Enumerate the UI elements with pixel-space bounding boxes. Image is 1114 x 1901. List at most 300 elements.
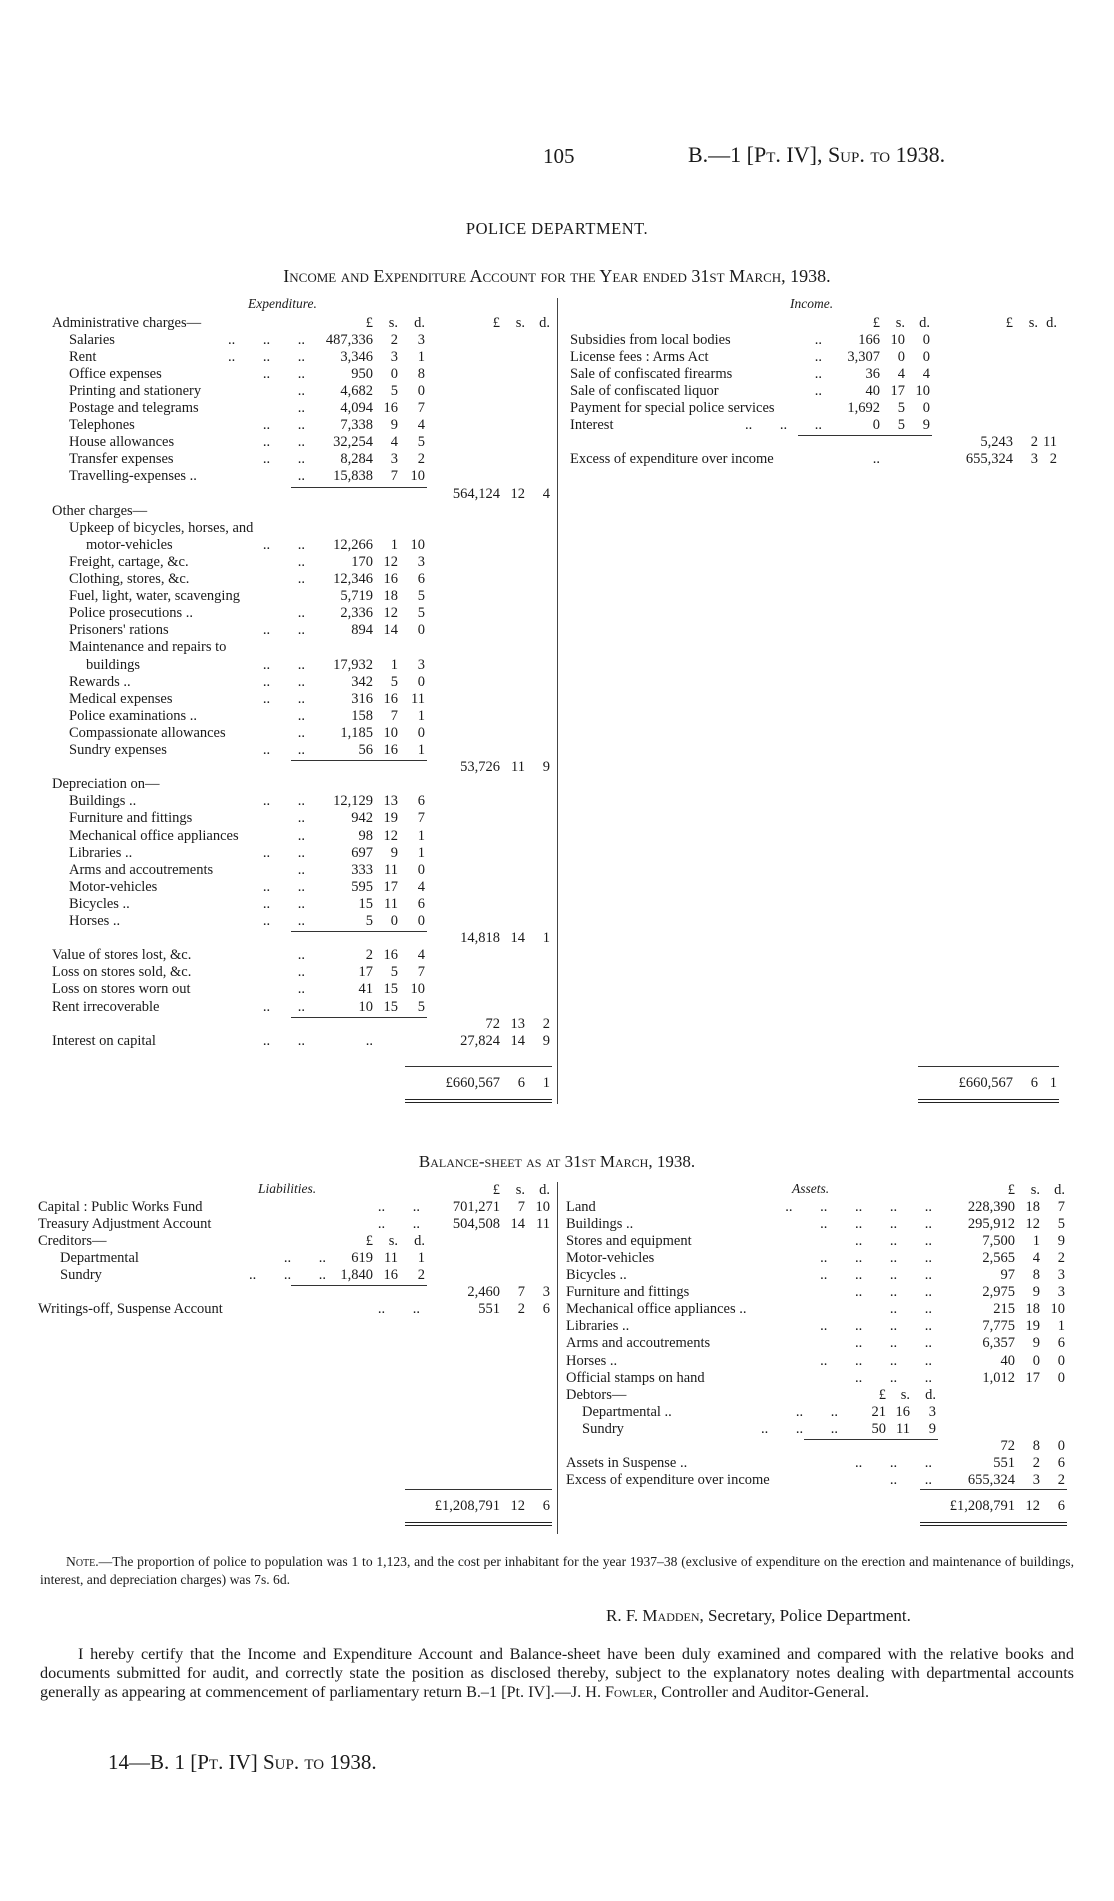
- leader-dots: .. ..: [377, 1301, 420, 1318]
- income-expenditure-title: Income and Expenditure Account for the Year ended 31st March, 1938.: [283, 266, 831, 286]
- leader-dots: ..: [297, 964, 305, 981]
- item-amount-pounds: 3,307: [847, 348, 880, 365]
- leader-dots: .. ..: [262, 1032, 305, 1049]
- row-label: Bicycles ..: [566, 1267, 627, 1283]
- total-amount-shillings: 7: [517, 1198, 525, 1215]
- total-amount-shillings: 7: [517, 1284, 525, 1301]
- item-amount-pence: 0: [417, 861, 425, 878]
- item-amount-shillings: 16: [383, 1267, 398, 1283]
- note-text: .—The proportion of police to population was 1 to 1,123, and the cost per inhabitant for the year 1937–38 (exclusive of expenditure on the erection and maintenance of buildings, interest, and depreciation charges) was 7s. 6d.: [40, 1554, 1074, 1587]
- leader-dots: ..: [297, 553, 305, 570]
- row-label: Payment for special police services: [570, 400, 775, 416]
- grand-total-pounds: £1,208,791: [949, 1497, 1015, 1514]
- total-amount-shillings: 18: [1025, 1301, 1040, 1318]
- leader-dots: ..: [297, 827, 305, 844]
- total-amount-pounds: 655,324: [967, 1472, 1015, 1489]
- total-amount-shillings: 11: [511, 759, 525, 776]
- item-amount-pence: 5: [417, 434, 425, 451]
- leader-dots: .. .. ..: [855, 1335, 932, 1352]
- item-amount-pence: 0: [417, 673, 425, 690]
- row-label: Freight, cartage, &c.: [69, 553, 189, 570]
- item-amount-shillings: 19: [383, 810, 398, 827]
- row-label: Assets in Suspense ..: [566, 1455, 688, 1472]
- item-amount-pence: 1: [417, 844, 425, 861]
- row-label: Motor-vehicles: [566, 1249, 655, 1266]
- total-amount-pence: 9: [542, 1032, 550, 1049]
- item-amount-pence: d.: [925, 1386, 936, 1403]
- item-amount-pounds: 17,932: [333, 656, 373, 673]
- item-amount-shillings: 13: [383, 793, 398, 810]
- item-amount-pence: 4: [417, 417, 425, 434]
- item-amount-pounds: 316: [351, 690, 373, 707]
- item-amount-pounds: 12,266: [333, 536, 373, 553]
- column-divider: [557, 298, 558, 1104]
- total-amount-pounds: 7,500: [982, 1232, 1015, 1249]
- item-amount-shillings: 11: [896, 1420, 910, 1437]
- item-amount-shillings: 16: [383, 947, 398, 964]
- row-label: Loss on stores worn out: [52, 981, 191, 998]
- item-amount-shillings: 18: [383, 588, 398, 605]
- item-amount-pounds: 21: [871, 1403, 886, 1420]
- row-label: Subsidies from local bodies: [570, 331, 731, 348]
- row-label: Excess of expenditure over income: [570, 451, 774, 468]
- row-label: Sundry: [60, 1267, 102, 1283]
- leader-dots: ..: [814, 331, 822, 348]
- item-amount-shillings: 2: [390, 331, 398, 348]
- grand-total-pence: 6: [1057, 1497, 1065, 1514]
- item-amount-pence: 9: [928, 1420, 936, 1437]
- item-amount-pounds: 4,094: [340, 400, 373, 416]
- leader-dots: ..: [814, 382, 822, 399]
- item-amount-pence: 6: [417, 793, 425, 810]
- leader-dots: ..: [297, 810, 305, 827]
- total-amount-shillings: 9: [1032, 1284, 1040, 1301]
- item-amount-shillings: 17: [383, 878, 398, 895]
- row-label: Departmental: [60, 1249, 139, 1266]
- row-label: Interest: [570, 417, 614, 434]
- leader-dots: .. ..: [377, 1198, 420, 1215]
- item-amount-pounds: 15: [358, 895, 373, 912]
- grand-total-rule: [918, 1066, 1059, 1067]
- item-amount-pounds: 697: [351, 844, 373, 861]
- total-amount-shillings: 8: [1032, 1267, 1040, 1283]
- item-amount-shillings: 17: [890, 382, 905, 399]
- auditor-title: , Controller and Auditor-General.: [653, 1683, 870, 1701]
- grand-total-pence: 1: [542, 1075, 550, 1092]
- total-amount-pence: d.: [1046, 314, 1057, 331]
- total-amount-pence: d.: [539, 314, 550, 331]
- leader-dots: .. .. .. ..: [820, 1215, 932, 1232]
- item-amount-pounds: £: [872, 314, 880, 331]
- item-amount-pence: 0: [417, 382, 425, 399]
- total-amount-shillings: 13: [510, 1015, 525, 1032]
- item-amount-pence: 6: [417, 571, 425, 587]
- row-label: Furniture and fittings: [566, 1284, 690, 1301]
- row-label: Police examinations ..: [69, 707, 198, 724]
- grand-total-rule: [920, 1489, 1067, 1490]
- row-label: Police prosecutions ..: [69, 605, 194, 622]
- item-amount-pounds: 170: [351, 553, 373, 570]
- total-amount-shillings: s.: [515, 314, 525, 331]
- row-label: Creditors—: [38, 1232, 107, 1249]
- grand-total-rule: [405, 1066, 552, 1067]
- total-amount-pence: 10: [535, 1198, 550, 1215]
- item-amount-pounds: 5: [365, 913, 373, 929]
- assets-heading: Assets.: [792, 1181, 830, 1196]
- item-amount-pounds: 1,840: [340, 1267, 373, 1283]
- leader-dots: .. .. .. ..: [820, 1352, 932, 1369]
- document-reference: B.—1 [Pt. IV], Sup. to 1938.: [688, 142, 946, 167]
- total-amount-pounds: 72: [1000, 1438, 1015, 1454]
- leader-dots: .. ..: [262, 998, 305, 1015]
- leader-dots: .. .. ..: [855, 1232, 932, 1249]
- item-amount-pence: 5: [417, 605, 425, 622]
- item-amount-shillings: 9: [390, 844, 398, 861]
- grand-total-shillings: 12: [510, 1497, 525, 1514]
- total-amount-pence: 3: [542, 1284, 550, 1301]
- row-label: Sundry: [582, 1420, 624, 1437]
- total-amount-pounds: 2,565: [982, 1249, 1015, 1266]
- item-amount-pounds: 40: [865, 382, 880, 399]
- total-amount-pounds: £: [492, 314, 500, 331]
- item-amount-pence: 3: [417, 553, 425, 570]
- leader-dots: .. .. .. .. ..: [785, 1198, 932, 1215]
- item-amount-pence: 8: [417, 365, 425, 382]
- row-label: Value of stores lost, &c.: [52, 947, 192, 964]
- row-label: Clothing, stores, &c.: [69, 571, 190, 587]
- item-amount-pounds: 166: [858, 331, 880, 348]
- page-number: 105: [543, 144, 575, 168]
- total-amount-pence: 2: [1049, 451, 1057, 468]
- item-amount-pence: 10: [410, 468, 425, 485]
- subtotal-rule: [291, 760, 427, 761]
- balance-divider: [557, 1182, 558, 1534]
- leader-dots: .. .. ..: [855, 1455, 932, 1472]
- item-amount-shillings: 15: [383, 998, 398, 1015]
- item-amount-shillings: 5: [390, 382, 398, 399]
- item-amount-shillings: 12: [383, 827, 398, 844]
- subtotal-rule: [804, 1439, 938, 1440]
- leader-dots: .. ..: [377, 1215, 420, 1232]
- item-amount-pence: 1: [417, 1249, 425, 1266]
- row-label: Postage and telegrams: [69, 400, 199, 416]
- item-amount-pence: d.: [414, 314, 425, 331]
- total-amount-pence: 9: [542, 759, 550, 776]
- leader-dots: ..: [297, 981, 305, 998]
- item-amount-shillings: 0: [390, 365, 398, 382]
- grand-total-double-rule: [405, 1522, 552, 1526]
- item-amount-pounds: 619: [351, 1249, 373, 1266]
- total-amount-shillings: s.: [1028, 314, 1038, 331]
- item-amount-pence: 5: [417, 998, 425, 1015]
- row-label: Maintenance and repairs to: [69, 639, 227, 656]
- leader-dots: .. ..: [262, 793, 305, 810]
- row-label: Mechanical office appliances ..: [566, 1301, 747, 1318]
- item-amount-shillings: 7: [390, 707, 398, 724]
- item-amount-shillings: 16: [383, 690, 398, 707]
- item-amount-pence: d.: [414, 1232, 425, 1249]
- row-label: Prisoners' rations: [69, 622, 169, 639]
- total-amount-pence: 0: [1057, 1369, 1065, 1386]
- item-amount-pounds: 50: [871, 1420, 886, 1437]
- total-amount-pence: 10: [1050, 1301, 1065, 1318]
- leader-dots: .. ..: [889, 1472, 932, 1489]
- item-amount-shillings: 5: [897, 417, 905, 434]
- grand-total-shillings: 6: [1030, 1075, 1038, 1092]
- row-label: Fuel, light, water, scavenging: [69, 588, 240, 605]
- row-label: Compassionate allowances: [69, 724, 226, 741]
- item-amount-shillings: s.: [388, 314, 398, 331]
- item-amount-pence: 1: [417, 707, 425, 724]
- row-label: Land: [566, 1198, 596, 1215]
- total-amount-shillings: 2: [1030, 434, 1038, 451]
- total-amount-pounds: 6,357: [982, 1335, 1015, 1352]
- item-amount-pence: 0: [922, 331, 930, 348]
- leader-dots: .. ..: [262, 895, 305, 912]
- item-amount-shillings: 11: [384, 895, 398, 912]
- row-label: motor-vehicles: [86, 536, 173, 553]
- leader-dots: .. ..: [795, 1403, 838, 1420]
- total-amount-pence: 1: [542, 930, 550, 947]
- item-amount-pounds: 3,346: [340, 348, 373, 365]
- total-amount-pounds: 97: [1000, 1267, 1015, 1283]
- total-amount-pence: d.: [539, 1181, 550, 1198]
- total-amount-shillings: 1: [1032, 1232, 1040, 1249]
- item-amount-pounds: 4,682: [340, 382, 373, 399]
- leader-dots: .. ..: [262, 844, 305, 861]
- row-label: Excess of expenditure over income: [566, 1472, 770, 1489]
- item-amount-shillings: 15: [383, 981, 398, 998]
- total-amount-pence: 6: [1057, 1335, 1065, 1352]
- row-label: Rewards ..: [69, 673, 131, 690]
- total-amount-pounds: 215: [993, 1301, 1015, 1318]
- total-amount-pounds: £: [492, 1181, 500, 1198]
- row-label: Salaries: [69, 331, 115, 348]
- row-label: Sale of confiscated firearms: [570, 365, 733, 382]
- item-amount-shillings: 4: [897, 365, 905, 382]
- row-label: Sale of confiscated liquor: [570, 382, 719, 399]
- total-amount-pounds: 2,975: [982, 1284, 1015, 1301]
- item-amount-pounds: 36: [865, 365, 880, 382]
- auditor-name: J. H. Fowler: [570, 1683, 654, 1701]
- total-amount-pence: 2: [542, 1015, 550, 1032]
- total-amount-shillings: 9: [1032, 1335, 1040, 1352]
- row-label: Administrative charges—: [52, 314, 202, 331]
- total-amount-shillings: 14: [510, 930, 525, 947]
- row-label: Horses ..: [69, 913, 121, 929]
- grand-total-shillings: 12: [1025, 1497, 1040, 1514]
- total-amount-shillings: 14: [510, 1032, 525, 1049]
- row-label: Upkeep of bicycles, horses, and: [69, 519, 254, 536]
- total-amount-pounds: 53,726: [460, 759, 500, 776]
- item-amount-shillings: 5: [897, 400, 905, 416]
- item-amount-pence: 0: [417, 724, 425, 741]
- item-amount-shillings: 12: [383, 553, 398, 570]
- item-amount-shillings: 16: [895, 1403, 910, 1420]
- item-amount-pounds: 5,719: [340, 588, 373, 605]
- item-amount-shillings: 16: [383, 400, 398, 416]
- leader-dots: ..: [297, 707, 305, 724]
- leader-dots: .. .. ..: [855, 1369, 932, 1386]
- leader-dots: ..: [814, 365, 822, 382]
- item-amount-pence: 7: [417, 400, 425, 416]
- item-amount-shillings: 7: [390, 468, 398, 485]
- certificate-text: I hereby certify that the Income and Expenditure Account and Balance-sheet have been duly examined and compared with the relative books and documents submitted for audit, and correctly state the position as disclosed thereby, subject to the explanatory notes dealing with departmental accounts generally as appearing at commencement of parliamentary return B.–1 [Pt. IV].—: [40, 1645, 1074, 1701]
- item-amount-pence: 4: [417, 878, 425, 895]
- total-amount-shillings: s.: [1030, 1181, 1040, 1198]
- row-label: Arms and accoutrements: [69, 861, 214, 878]
- row-label: Transfer expenses: [69, 451, 174, 468]
- item-amount-pounds: 942: [351, 810, 373, 827]
- item-amount-shillings: 16: [383, 742, 398, 758]
- leader-dots: ..: [297, 571, 305, 587]
- row-label: Libraries ..: [69, 844, 133, 861]
- item-amount-pence: 3: [417, 656, 425, 673]
- total-amount-pounds: 27,824: [460, 1032, 500, 1049]
- row-label: Rent irrecoverable: [52, 998, 160, 1015]
- total-amount-pounds: 551: [478, 1301, 500, 1318]
- item-amount-shillings: 0: [897, 348, 905, 365]
- total-amount-pence: 5: [1057, 1215, 1065, 1232]
- total-amount-pounds: 7,775: [982, 1318, 1015, 1335]
- item-amount-pence: 11: [411, 690, 425, 707]
- subtotal-rule: [291, 1285, 427, 1286]
- leader-dots: .. .. .. ..: [820, 1267, 932, 1283]
- row-label: Sundry expenses: [69, 742, 167, 758]
- leader-dots: .. ..: [262, 434, 305, 451]
- leader-dots: .. ..: [262, 656, 305, 673]
- leader-dots: ..: [297, 724, 305, 741]
- total-amount-pence: 2: [1057, 1249, 1065, 1266]
- row-label: House allowances: [69, 434, 175, 451]
- grand-total-double-rule: [920, 1522, 1067, 1526]
- row-label: Bicycles ..: [69, 895, 130, 912]
- leader-dots: .. .. ..: [228, 348, 305, 365]
- row-label: Other charges—: [52, 502, 148, 519]
- grand-total-pounds: £660,567: [445, 1075, 500, 1092]
- liabilities-heading: Liabilities.: [258, 1181, 317, 1196]
- item-amount-shillings: 11: [384, 861, 398, 878]
- total-amount-pounds: 14,818: [460, 930, 500, 947]
- total-amount-pounds: 551: [993, 1455, 1015, 1472]
- total-amount-shillings: 19: [1025, 1318, 1040, 1335]
- total-amount-pence: 0: [1057, 1438, 1065, 1454]
- item-amount-pence: 2: [417, 451, 425, 468]
- row-label: Writings-off, Suspense Account: [38, 1301, 223, 1318]
- row-label: Printing and stationery: [69, 382, 202, 399]
- total-amount-shillings: 4: [1032, 1249, 1040, 1266]
- row-label: Medical expenses: [69, 690, 173, 707]
- item-amount-pounds: 1,692: [847, 400, 880, 416]
- total-amount-pence: 3: [1057, 1267, 1065, 1283]
- item-amount-shillings: 10: [383, 724, 398, 741]
- item-amount-shillings: 1: [390, 656, 398, 673]
- total-amount-pounds: 2,460: [467, 1284, 500, 1301]
- item-amount-pence: 10: [915, 382, 930, 399]
- total-amount-shillings: 3: [1032, 1472, 1040, 1489]
- item-amount-pounds: ..: [365, 1032, 373, 1049]
- row-label: Rent: [69, 348, 97, 365]
- leader-dots: ..: [297, 947, 305, 964]
- grand-total-rule: [405, 1489, 552, 1490]
- grand-total-pounds: £1,208,791: [434, 1497, 500, 1514]
- item-amount-pounds: 17: [358, 964, 373, 981]
- item-amount-pence: 0: [922, 400, 930, 416]
- audit-certificate: [40, 1645, 1074, 1702]
- note-paragraph: [40, 1553, 1074, 1589]
- leader-dots: .. .. ..: [249, 1267, 326, 1283]
- total-amount-pence: 6: [542, 1301, 550, 1318]
- item-amount-shillings: 10: [890, 331, 905, 348]
- row-label: Motor-vehicles: [69, 878, 158, 895]
- item-amount-pounds: 595: [351, 878, 373, 895]
- grand-total-pounds: £660,567: [958, 1075, 1013, 1092]
- leader-dots: .. ..: [262, 451, 305, 468]
- page-footer: 14—B. 1 [Pt. IV] Sup. to 1938.: [108, 1750, 377, 1774]
- subtotal-rule: [291, 487, 427, 488]
- total-amount-pounds: 72: [485, 1015, 500, 1032]
- leader-dots: .. .. ..: [745, 417, 822, 434]
- item-amount-shillings: 0: [390, 913, 398, 929]
- item-amount-pounds: 12,129: [333, 793, 373, 810]
- total-amount-pounds: 564,124: [452, 485, 500, 502]
- leader-dots: .. .. ..: [228, 331, 305, 348]
- item-amount-pounds: 1,185: [340, 724, 373, 741]
- row-label: Depreciation on—: [52, 776, 160, 793]
- item-amount-pounds: 12,346: [333, 571, 373, 587]
- item-amount-pence: d.: [919, 314, 930, 331]
- row-label: Libraries ..: [566, 1318, 630, 1335]
- item-amount-pence: 4: [417, 947, 425, 964]
- leader-dots: ..: [297, 861, 305, 878]
- row-label: Furniture and fittings: [69, 810, 193, 827]
- item-amount-shillings: 9: [390, 417, 398, 434]
- expenditure-heading: Expenditure.: [248, 296, 317, 311]
- item-amount-pence: 0: [417, 622, 425, 639]
- item-amount-pence: 7: [417, 964, 425, 981]
- total-amount-pounds: 228,390: [967, 1198, 1015, 1215]
- total-amount-shillings: 18: [1025, 1198, 1040, 1215]
- row-label: Telephones: [69, 417, 135, 434]
- item-amount-pounds: 56: [358, 742, 373, 758]
- item-amount-pounds: 342: [351, 673, 373, 690]
- item-amount-shillings: 5: [390, 673, 398, 690]
- total-amount-pounds: 1,012: [982, 1369, 1015, 1386]
- total-amount-pounds: 701,271: [452, 1198, 500, 1215]
- item-amount-pence: 6: [417, 895, 425, 912]
- leader-dots: .. ..: [262, 622, 305, 639]
- row-label: Interest on capital: [52, 1032, 156, 1049]
- item-amount-pounds: 894: [351, 622, 373, 639]
- item-amount-pounds: 2: [365, 947, 373, 964]
- leader-dots: .. ..: [262, 417, 305, 434]
- item-amount-pounds: 2,336: [340, 605, 373, 622]
- leader-dots: .. ..: [262, 878, 305, 895]
- grand-total-double-rule: [918, 1099, 1059, 1103]
- row-label: Debtors—: [566, 1386, 627, 1403]
- item-amount-pounds: 10: [358, 998, 373, 1015]
- item-amount-shillings: s.: [900, 1386, 910, 1403]
- item-amount-shillings: s.: [895, 314, 905, 331]
- leader-dots: .. .. ..: [761, 1420, 838, 1437]
- department-title: POLICE DEPARTMENT.: [465, 219, 649, 238]
- row-label: Treasury Adjustment Account: [38, 1215, 212, 1232]
- total-amount-pounds: £: [1007, 1181, 1015, 1198]
- row-label: Horses ..: [566, 1352, 618, 1369]
- item-amount-shillings: 16: [383, 571, 398, 587]
- leader-dots: .. ..: [283, 1249, 326, 1266]
- item-amount-pence: 2: [417, 1267, 425, 1283]
